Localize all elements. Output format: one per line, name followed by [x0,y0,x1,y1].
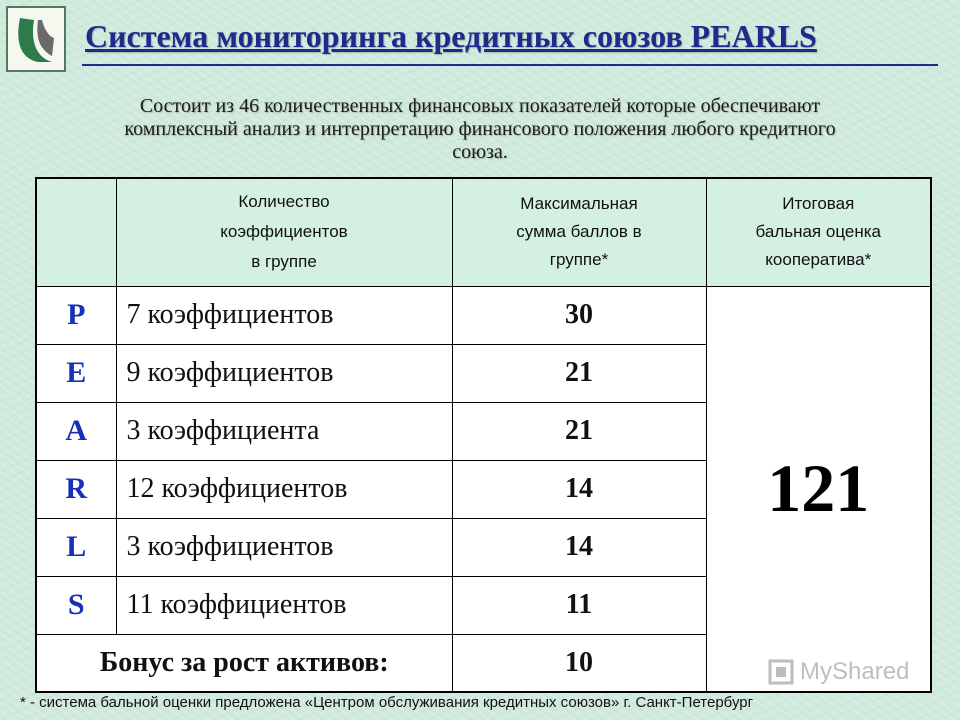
coefficient-count: 9 коэффициентов [116,344,452,402]
bonus-label: Бонус за рост активов: [36,634,452,692]
group-max-score: 21 [452,402,706,460]
group-max-score: 14 [452,460,706,518]
page-title: Система мониторинга кредитных союзов PEARLS [85,18,817,54]
header-cell-count [116,178,452,286]
coefficient-count: 12 коэффициентов [116,460,452,518]
header-cell-total-score [706,178,931,286]
header-cell-max-score [452,178,706,286]
title-underline-rule [82,64,938,66]
group-letter: A [36,402,116,460]
group-max-score: 30 [452,286,706,344]
subtitle-line: союза. [452,141,508,163]
group-max-score: 11 [452,576,706,634]
group-letter: E [36,344,116,402]
watermark [768,655,928,689]
subtitle-line: комплексный анализ и интерпретацию финансового положения любого кредитного [124,118,836,140]
coefficient-count: 11 коэффициентов [116,576,452,634]
header-line: кооператива* [765,250,872,270]
pearls-table [35,177,932,693]
group-letter: R [36,460,116,518]
total-score: 121 [706,286,931,692]
logo-icon [8,8,64,70]
bonus-score: 10 [452,634,706,692]
group-max-score: 14 [452,518,706,576]
header-line: Максимальная [520,194,638,214]
logo [6,6,66,72]
header-line: бальная оценка [755,222,881,242]
table-row [36,286,931,344]
header-line: Количество [238,192,330,212]
header-line: Итоговая [782,194,855,214]
header-cell-empty [36,178,116,286]
header-line: коэффициентов [220,222,348,242]
coefficient-count: 7 коэффициентов [116,286,452,344]
table-header-row [36,178,931,286]
coefficient-count: 3 коэффициента [116,402,452,460]
header-line: в группе [251,252,317,272]
watermark-logo-icon [768,659,794,685]
footnote: * - система бальной оценки предложена «Центром обслуживания кредитных союзов» г. Санкт-Петербург [20,694,754,711]
group-letter: S [36,576,116,634]
group-letter: L [36,518,116,576]
header-line: сумма баллов в [516,222,642,242]
header-line: группе* [549,250,609,270]
group-letter: P [36,286,116,344]
subtitle [20,95,940,164]
subtitle-line: Состоит из 46 количественных финансовых показателей которые обеспечивают [139,95,821,117]
group-max-score: 21 [452,344,706,402]
coefficient-count: 3 коэффициентов [116,518,452,576]
watermark-text: MyShared [800,658,910,685]
